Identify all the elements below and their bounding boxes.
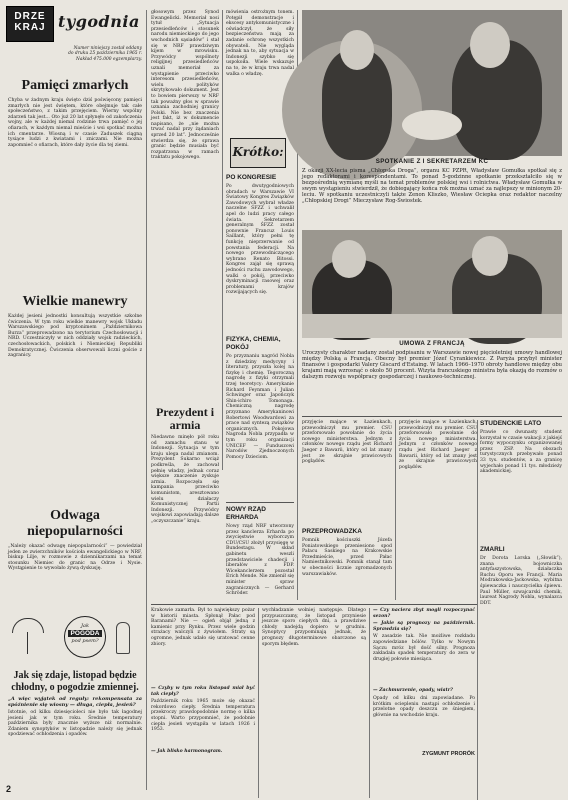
article-kongres — [226, 174, 294, 334]
czyby-question: — Czyby w tym roku listopad miał być tak ciepły? — [151, 686, 255, 697]
article-rzad — [226, 506, 294, 608]
article-body: Każdej jesieni jednostki konsultują wszystkie szkolne ćwiczenia. W tym roku wielkie manewry wojsk Układu Warszawskiego pod kryptonimem „Październikowa Burza” przeprowadzono na terytorium Czechosłowacji i NRD. Uczestniczyły w nich oddziały wojsk radzieckich, czechosłowackich, polskich i Niemieckiej Republiki Demokratycznej. Ćwiczenia obserwowali liczni goście z zagranicy. — [8, 314, 142, 359]
page-number: 2 — [6, 784, 12, 794]
article-fizyka — [226, 336, 294, 510]
section-divider — [151, 604, 477, 605]
section-divider — [226, 502, 294, 503]
article-title: Wielkie manewry — [22, 294, 128, 309]
article-title: Odwaga niepopularności — [27, 508, 123, 539]
figure-icon — [116, 622, 130, 654]
article-studenckie-prefix — [399, 420, 477, 476]
issue-note-line1: Numer niniejszy został oddany — [73, 46, 142, 51]
pogoda-question1: Jak się zdaje, listopad będzie chłodny, o pogodzie zmiennej. — [11, 670, 139, 693]
article-lazienki — [302, 420, 392, 524]
issue-note-line2: do druku 25 października 1965 r. — [68, 51, 142, 57]
column-divider — [146, 10, 147, 790]
article-body: Istotnie, od kilku dziesięcioleci nie było tak łagodnej jesieni jak w tym roku. Średnie temperatury października były znacznie wyższe niż normalnie. Zdaniem synoptyków w listopadzie należy się jednak spodziewać ochłodzenia i opadów. — [8, 710, 142, 738]
badge-top: Jak — [80, 623, 89, 629]
article-body: Pomnik kościuszki Józefa Poniatowskiego przeniesiono spod Pałacu Saskiego na Krakowskie Przedmieście, przed Pałac Namiestnikowski. Pomnik stanął tam w obecności licznie zgromadzonych warszawiaków. — [302, 538, 392, 577]
article-body: Uroczysty charakter nadany został podpisaniu w Warszawie nowej pięcioletniej umowy handlowej między Polską a Francją. Obecny był premier Józef Cyrankiewicz. Z Paryża przybył minister finansów i gospodarki Valery Giscard d'Estaing. W latach 1966–1970 obroty handlowe między obu krajami mają wzrosnąć o około 50 procent. Wizyta francuskiego ministra była okazją do rozmów o dalszym rozwoju współpracy gospodarczej i naukowo-technicznej. — [302, 350, 562, 381]
masthead-logo — [6, 6, 54, 42]
pogoda2-question2: — Jakie są prognozy na październik. Sprawdzia się? — [373, 621, 475, 632]
issue-note — [60, 46, 142, 62]
article-pogoda — [8, 670, 142, 760]
pogoda-badge — [64, 616, 106, 658]
article-body: głosowym przez Synod Ewangelicki. Memoriał nosi tytuł „Sytuacja przesiedleńców i stosunek narodu niemieckiego do jego wschodnich sąsiadów” i stał się w NRF prawdziwym kijem w mrowisku. Przywódcy wspólnoty religijnej przesiedleńców uznali memoriał za wystąpienie przeciwko interesom przesiedleńców, wielu polityków skrytykowało dokument. Jest to bowiem pierwszy w NRF tak poważny głos w sprawie uznania zachodniej granicy Polski. Nie bez znaczenia jest fakt, iż w dokumencie napisano, że „nie można trwać nadal przy żądaniach sprzed 20 lat”. Jednocześnie stwierdza się, że sprawa granic będzie musiała być rozpatrzona w ramach traktatu pokojowego. — [151, 10, 219, 161]
badge-mid: POGODA — [68, 630, 102, 637]
umbrella-icon — [12, 618, 44, 633]
article-body: W zasadzie tak. Nie możliwe rozkładu zapowiedziane bólów. Tylko w Nowym Sączu mróz był dość silny. Prognoza zakładała spadek temperatury do zera w drugiej połowie miesiąca. — [373, 634, 475, 662]
photo-caption: UMOWA Z FRANCJĄ — [399, 340, 465, 347]
article-body: Krakowie zamarła. Był to największy pożar w historii miasta. Spłonął Pałac pod Baranami? Nie — ogień objął jedną z kamienic przy Rynku. Przez wiele godzin strażacy walczyli z żywiołem. Straty są ogromne, jednak udało się uratować cenne zbiory. — [151, 608, 255, 647]
krotko-badge — [230, 138, 286, 168]
article-zmarli — [480, 546, 562, 796]
masthead-line1: DRZE — [14, 11, 46, 22]
pogoda-question2: „A więc wyjątek od reguły: rekompensata za spóźnienie się wiosny — długa, ciepła, jesień? — [8, 696, 142, 708]
article-body: przyjęcie mające w Łazienkach, przewodniczył mu premier. CSU przeforsowało powołanie do życia nowego ministerstwa. Jednym z członków nowego rządu jest Richard Jaeger z Bawarii, który od lat znany jest ze skrajnie prawicowych poglądów. — [399, 420, 477, 470]
article-body: Październik roku 1965 może się okazać rekordowo ciepły. Średnia temperatura przekroczy prawdopodobnie normę o kilka stopni. Warto przypomnieć, że podobnie ciepła jesień wystąpiła w latach 1926 i 1953. — [151, 699, 255, 733]
photo-umowa — [302, 230, 562, 338]
article-wychladzanie — [262, 608, 366, 794]
article-body: Prawie co dwunasty student korzystał w czasie wakacji z jakiejś formy wypoczynku organizowanej przez ZSP. Na obozach turystycznych przebywało ponad 33 tys. studentów, a za granicę wyjechało ponad 11 tys. młodzieży akademickiej. — [480, 430, 562, 475]
article-krakow — [151, 608, 255, 755]
photo-caption: SPOTKANIE Z I SEKRETARZEM KC — [375, 158, 489, 165]
article-title: NOWY RZĄD ERHARDA — [226, 506, 266, 521]
article-prezydent — [151, 405, 219, 524]
article-body: Po przyznaniu nagród Nobla z dziedziny medycyny i literatury, przyszła kolej na fizykę i chemię. Tegoroczną nagrodę z fizyki otrzymali trzej teoretycy: Amerykanie Richard Feynman i Julian Schwinger oraz Japończyk Shin-ichiro Tomonaga. Chemiczną nagrodę przyznano Amerykaninowi Robertowi Woodwardowi za prace nad syntezą związków organicznych. Pokojowa Nagroda Nobla przypadła w tym roku organizacji UNICEF — Funduszowi Narodów Zjednoczonych Pomocy Dzieciom. — [226, 354, 294, 460]
pogoda2-question3: — Zachmurzenie, opady, wiatr? — [373, 688, 453, 694]
article-body: Nowy rząd NRF utworzony przez kanclerza Erharda po zwycięstwie wyborczym CDU/CSU złożył przysięgę w Bundestagu. W skład gabinetu weszli przedstawiciele chadecji i liberałów z FDP. Wicekanclerzem pozostał Erich Mende. Nie zmienił się minister spraw zagranicznych — Gerhard Schröder. — [226, 524, 294, 597]
article-title: PO KONGRESIE — [226, 174, 277, 181]
issue-note-line3: Nakład 475.000 egzemplarzy. — [76, 56, 142, 62]
article-title: PRZEPROWADZKA — [302, 528, 362, 535]
article-synod — [151, 10, 219, 302]
umbrella-handle-icon — [27, 632, 28, 654]
pogoda-illustration — [8, 612, 142, 666]
masthead-subtitle: tygodnia — [58, 12, 140, 31]
article-pogoda2 — [373, 608, 475, 757]
article-title: FIZYKA, CHEMIA, POKÓJ — [226, 336, 281, 351]
article-studenckie — [480, 420, 562, 540]
article-body: Po dwutygodniowych obradach w Warszawie VI Światowy Kongres Związków Zawodowych wybrał władze naczelne ŚFZZ i uchwalił apel do ludzi pracy całego świata. Sekretarzem generalnym ŚFZZ został ponownie Francuz Louis Saillant, który pełni tę funkcję nieprzerwanie od powstania federacji. Na nowego przewodniczącego wybrano Renato Bitossi. Kongres zajął się sprawą jedności ruchu zawodowego, walki o pokój, przeciwko dyskryminacji rasowej oraz problemami krajów rozwijających się. — [226, 184, 294, 296]
article-body: Chyba w żadnym kraju święto dziś poświęcony pamięci zmarłych nie jest świętem, które obejmuje tak całe społeczeństwo, z takim przejęciem. Wierny wspólny zdarzeń tak jest... Oto już 20 lat spłynęło od zakończenia wojny, ale w każdej niemal rodzinie trwa pamięć o jej ofiarach, w każdym niemal mieście i wsi spotkać można ich cmentarze. Wiosną i w czasie Zaduszek ciągną tysiące ludzi z kwiatami i zniczami. Nie można zapomnieć o ofiarach, które dały życie dla tej ziemi. — [8, 98, 142, 148]
article-body: wychładzanie wolniej następuje. Dlatego przypuszczamy, że listopad przyniesie jeszcze sporo ciepłych dni, a prawdziwe chłody nadejdą dopiero w grudniu. Synoptycy przypominają jednak, że prognozy długoterminowe obarczone są sporym błędem. — [262, 608, 366, 647]
article-spotkanie — [302, 168, 562, 224]
article-wielkie — [8, 294, 142, 510]
photo-spotkanie — [302, 10, 562, 156]
masthead-line2: KRAJ — [14, 22, 46, 33]
column-divider — [369, 608, 370, 798]
masthead — [6, 6, 146, 46]
article-body: przyjęcie mające w Łazienkach, przewodniczył mu premier. CSU przeforsowało powołanie do życia nowego ministerstwa. Jednym z członków nowego rządu jest Richard Jaeger z Bawarii, który od lat znany jest ze skrajnie prawicowych poglądów. — [302, 420, 392, 465]
czyby-question2: — Jak blisko harmonogram. — [151, 749, 223, 755]
column-divider — [222, 10, 223, 470]
article-body: Dr Dorota Lorska („Słowik”), znana bojowniczka antyfaszystowska, działaczka Ruchu Oporu we Francji. Maria Modrakowska-Jackowska, wybitna śpiewaczka i nauczycielka śpiewu. Paul Müller, szwajcarski chemik, laureat Nagrody Nobla, wynalazca DDT. — [480, 556, 562, 606]
article-body: „Należy okazać odwagę niepopularności” — powiedział jeden ze zwierzchników kościoła ewangelickiego w NRF, biskup Lilje, w rozmowie z dziennikarzami na temat stosunku Niemiec do granic na Odrze i Nysie. Wystąpienie to wywołało żywą dyskusję. — [8, 544, 142, 572]
pogoda2-question1: — Czy naciera zbyt mogli rozpoczynać sezon? — [373, 608, 475, 619]
article-przeprowadzka — [302, 528, 392, 594]
column-divider — [477, 420, 478, 800]
article-title: STUDENCKIE LATO — [480, 420, 542, 427]
badge-bot: pod psem? — [71, 638, 99, 644]
article-body: Niedawno minęło pół roku od zamachu stanu w Indonezji. Sytuacja w tym kraju ulega nadal zmianom. Prezydent Sukarno wciąż podkreśla, że zachował pełnię władzy, jednak coraz większe znaczenie zyskuje armia. Rozpoczęła się kampania przeciwko komunistom, aresztowano wielu działaczy Komunistycznej Partii Indonezji. Przywódcy wojskowi zapowiadają dalsze „oczyszczanie” kraju. — [151, 435, 219, 524]
article-author: ZYGMUNT PRORÓK — [422, 750, 475, 757]
column-divider — [258, 608, 259, 798]
section-divider — [302, 416, 562, 417]
article-body: Opady od kilku dni zapowiadane. Po krótkim ociepleniu nastąpi ochłodzenie i przelotne opady deszczu ze śniegiem, głównie na wschodzie kraju. — [373, 695, 475, 718]
article-title: Pamięci zmarłych — [21, 78, 129, 93]
article-body: mówienia ostrożnym tonem. Potępił demonstracje i ekscesy antykomunistyczne i oświadczył, że siły bezpieczeństwa mają za zadanie ochronę wszystkich obywateli. Nie wygląda jednak na to, aby sytuacja w Indonezji szybko się uspokoiła. Wiele wskazuje na to, że w kraju trwa nadal walka o władzę. — [226, 10, 294, 77]
article-title: ZMARLI — [480, 546, 505, 553]
article-body: Z okazji XX-lecia pisma „Chłopska Droga”, organu KC PZPR, Władysław Gomułka spotkał się z jego redaktorami i korespondentami. To ponad 5-godzinne spotkanie przekształciło się w bezpośrednią wymianę myśli na temat problemów polskiej wsi i rolnictwa. Władysław Gomułka w swym wystąpieniu stwierdził, że dobiegający końca rok można uznać za najlepszy w minionym 20-leciu. W spotkaniu uczestniczyli także Zenon Kliszko, Wiesław Ociepka oraz redaktor naczelny „Chłopskiej Drogi” Mieczysław Rog-Świostek. — [302, 168, 562, 205]
article-umowa — [302, 350, 562, 412]
article-title: Prezydent i armia — [155, 405, 215, 432]
column-divider — [395, 420, 396, 600]
article-pamieci — [8, 78, 142, 294]
article-odwaga — [8, 508, 142, 608]
krotko-label: Krótko: — [232, 145, 284, 159]
